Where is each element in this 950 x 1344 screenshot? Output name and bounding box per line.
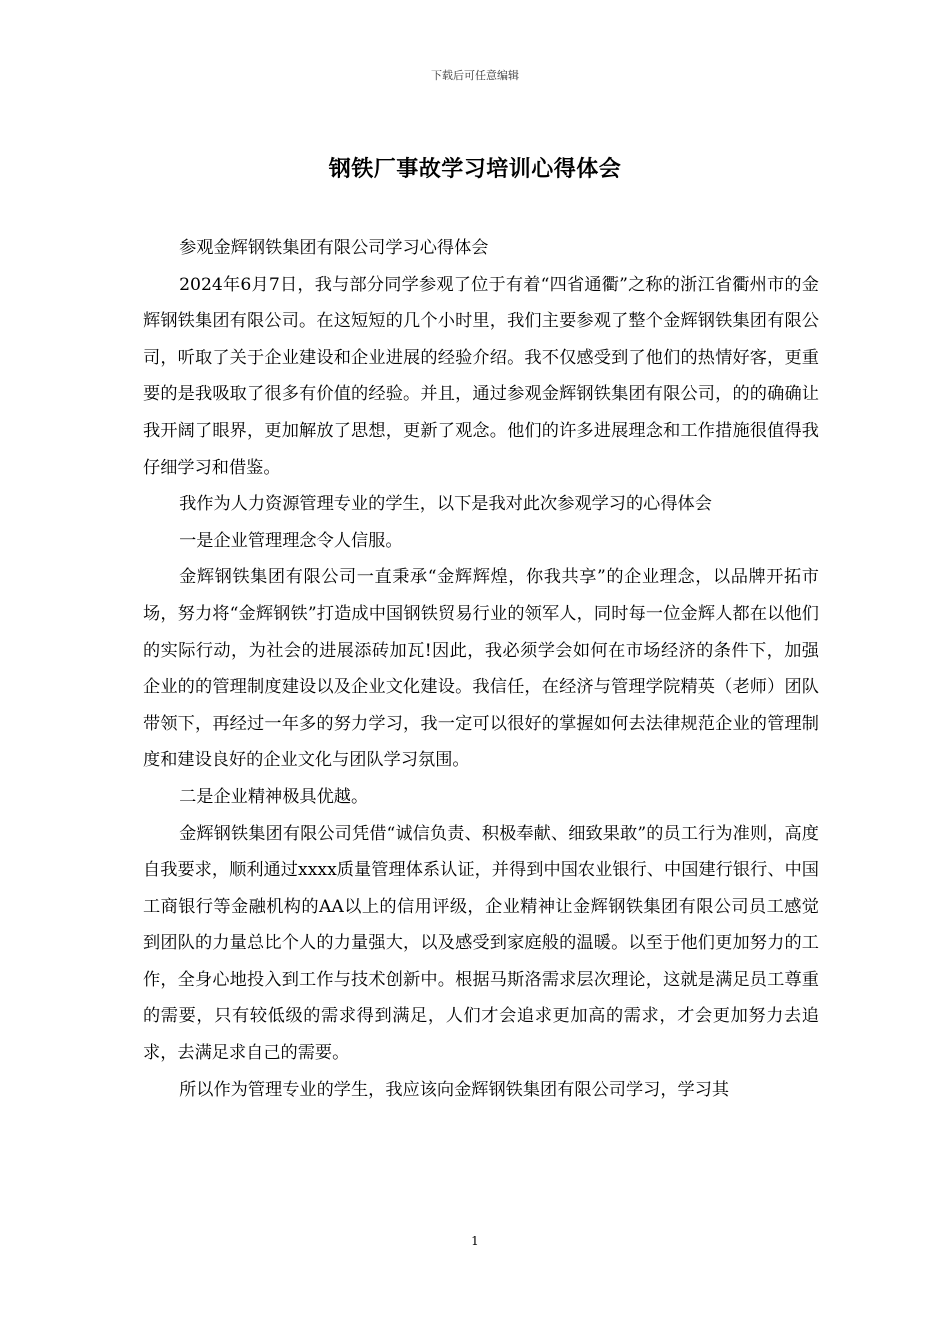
page-number: 1	[471, 1234, 479, 1248]
paragraph-management-concept: 金辉钢铁集团有限公司一直秉承“金辉辉煌，你我共享”的企业理念，以品牌开拓市场，努力将“金辉钢铁”打造成中国钢铁贸易行业的领军人，同时每一位金辉人都在以他们的实际行动，为社会的进展添砖加瓦!因此，我必须学会如何在市场经济的条件下，加强企业的的管理制度建设以及企业文化建设。我信任，在经济与管理学院精英（老师）团队带领下，再经过一年多的努力学习，我一定可以很好的掌握如何去法律规范企业的管理制度和建设良好的企业文化与团队学习氛围。	[143, 567, 819, 771]
paragraph-heading-two: 二是企业精神极具优越。	[179, 786, 369, 807]
paragraph-heading-one: 一是企业管理理念令人信服。	[179, 530, 403, 551]
paragraph-conclusion: 所以作为管理专业的学生，我应该向金辉钢铁集团有限公司学习，学习其	[179, 1079, 730, 1100]
paragraph-enterprise-spirit: 金辉钢铁集团有限公司凭借“诚信负责、积极奉献、细致果敢”的员工行为准则，高度自我要求，顺利通过xxxx质量管理体系认证，并得到中国农业银行、中国建行银行、中国工商银行等金融机构的AA以上的信用评级，企业精神让金辉钢铁集团有限公司员工感觉到团队的力量总比个人的力量强大，以及感受到家庭般的温暖。以至于他们更加努力的工作，全身心地投入到工作与技术创新中。根据马斯洛需求层次理论，这就是满足员工尊重的需要，只有较低级的需求得到满足，人们才会追求更加高的需求，才会更加努力去追求，去满足求自己的需要。	[143, 823, 819, 1064]
document-title: 钢铁厂事故学习培训心得体会	[328, 156, 622, 182]
paragraph-subtitle: 参观金辉钢铁集团有限公司学习心得体会	[179, 238, 489, 258]
paragraph-lead-in: 我作为人力资源管理专业的学生，以下是我对此次参观学习的心得体会	[179, 494, 712, 515]
paragraph-intro: 2024年6月7日，我与部分同学参观了位于有着“四省通衢”之称的浙江省衢州市的金辉钢铁集团有限公司。在这短短的几个小时里，我们主要参观了整个金辉钢铁集团有限公司，听取了关于企业建设和企业进展的经验介绍。我不仅感受到了他们的热情好客，更重要的是我吸取了很多有价值的经验。并且，通过参观金辉钢铁集团有限公司，的的确确让我开阔了眼界，更加解放了思想，更新了观念。他们的许多进展理念和工作措施很值得我仔细学习和借鉴。	[143, 274, 819, 478]
document-body	[143, 230, 819, 1108]
header-note: 下载后可任意编辑	[431, 69, 519, 82]
